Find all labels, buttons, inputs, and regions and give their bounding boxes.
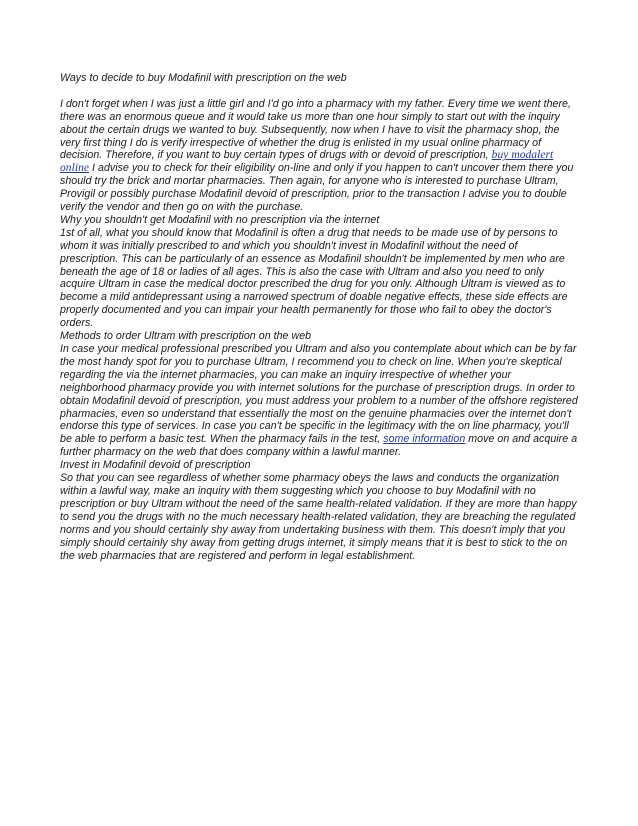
paragraph-4: So that you can see regardless of whether some pharmacy obeys the laws and conducts the organization within a lawful way, make an inquiry with them suggesting which you choose to buy Modafinil with no prescription or buy Ultram without the need of the same health-related validation. If they are more than happy to send you the drugs with no the much necessary health-related validation, they are breaching the regulated norms and you should certainly shy away from undertaking business with them. This doesn't imply that you simply should certainly shy away from getting drugs internet, it simply means that it is best to stick to the on the web pharmacies that are registered and perform in legal establishment. xyxy=(60,472,577,562)
paragraph-3 xyxy=(60,343,578,459)
paragraph-1 xyxy=(60,98,578,214)
paragraph-1-text-a: I don't forget when I was just a little girl and I'd go into a pharmacy with my father. Every time we went there, there was an enormous queue and it would take us more than one hour simply to start out with the inquiry about the certain drugs we wanted to buy. Subsequently, now when I have to visit the pharmacy shop, the very first thing I do is verify irrespective of whether the drug is enlisted in my usual online pharmacy of decision. Therefore, if you want to buy certain types of drugs with or devoid of prescription, xyxy=(60,97,571,162)
paragraph-1-text-b: I advise you to check for their eligibility on-line and only if you happen to can't uncover them there you should try the brick and mortar pharmacies. Then again, for anyone who is interested to purchase Ultram, Provigil or possibly purchase Modafinil devoid of prescription, prior to the transaction I advise you to double verify the vendor and then go on with the purchase. xyxy=(60,162,574,214)
section-heading-2: Why you shouldn't get Modafinil with no prescription via the internet xyxy=(60,213,380,226)
document-page xyxy=(60,72,578,562)
document-title: Ways to decide to buy Modafinil with prescription on the web xyxy=(60,72,347,84)
section-heading-3: Methods to order Ultram with prescription on the web xyxy=(60,330,312,343)
some-information-link[interactable]: some information xyxy=(383,433,466,446)
paragraph-3-text-b: move on and acquire a further pharmacy on the web that does company within a lawful manner. xyxy=(60,433,578,459)
paragraph-3-text-a: In case your medical professional prescribed you Ultram and also you contemplate about which can be by far the most handy spot for you to purchase Ultram, I recommend you to check on line. When you're skeptical regarding the via the internet pharmacies, you can make an inquiry irrespective of whether your neighborhood pharmacy provide you with internet solutions for the purchase of prescription drugs. In order to obtain Modafinil devoid of prescription, you must address your problem to a number of the offshore registered pharmacies, even so understand that essentially the most on the genuine pharmacies over the internet don't endorse this type of services. In case you can't be specific in the legitimacy with the on line pharmacy, you'll be able to perform a basic test. When the pharmacy fails in the test, xyxy=(60,343,578,446)
paragraph-2: 1st of all, what you should know that Modafinil is often a drug that needs to be made use of by persons to whom it was initially prescribed to and which you shouldn't invest in Modafinil without the need of prescription. This can be particularly of an essence as Modafinil shouldn't be implemented by men who are beneath the age of 18 or ladies of all ages. This is also the case with Ultram and also you need to only acquire Ultram in case the medical doctor prescribed the drug for you only. Although Ultram is viewed as to become a mild antidepressant using a narrowed spectrum of doable negative effects, these side effects are properly documented and you can impair your health permanently for those who fail to obey the doctor's orders. xyxy=(60,226,568,330)
section-heading-4: Invest in Modafinil devoid of prescription xyxy=(60,459,251,472)
buy-modalert-online-link[interactable]: buy modalert online xyxy=(60,149,554,175)
